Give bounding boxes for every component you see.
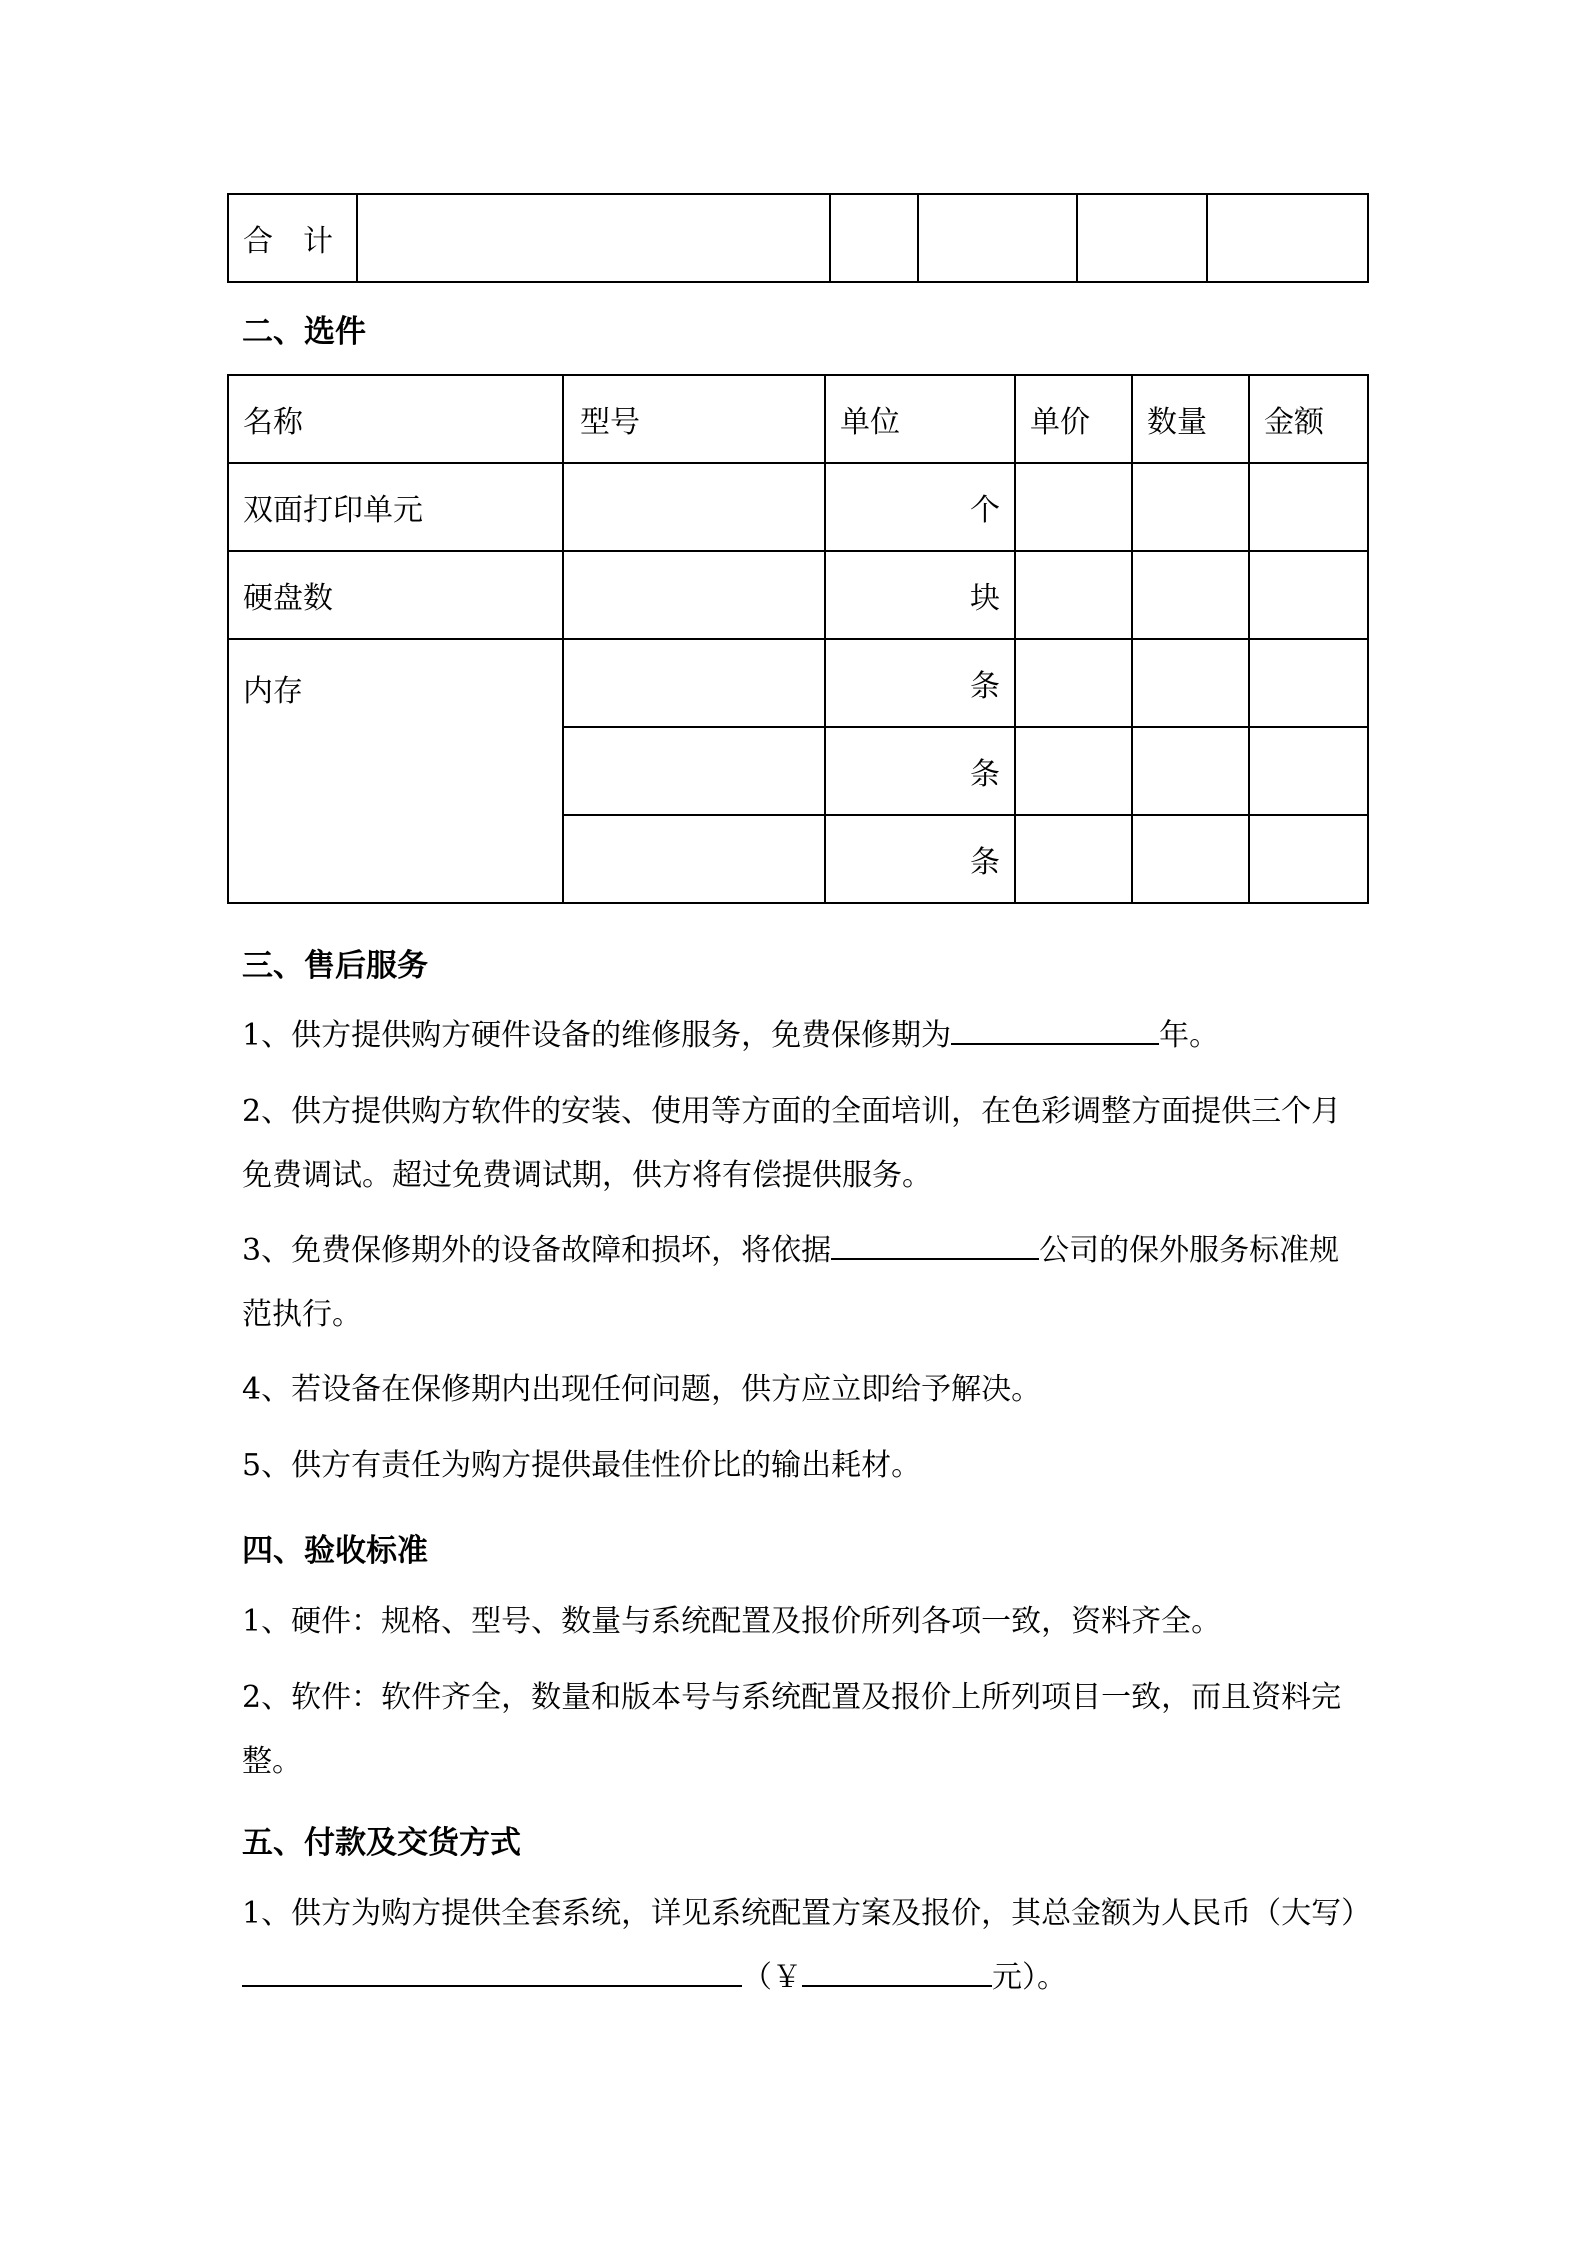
- section5-title: 五、付款及交货方式: [242, 1825, 521, 1861]
- unit-cell: 个: [825, 463, 1015, 551]
- amount-cell[interactable]: [1249, 551, 1368, 639]
- amount-in-figures-blank[interactable]: [802, 1951, 992, 1987]
- warranty-years-blank[interactable]: [951, 1009, 1159, 1045]
- total-row: [228, 194, 1368, 282]
- company-name-blank[interactable]: [831, 1224, 1039, 1260]
- section3-item1: [242, 1004, 1362, 1068]
- amount-cell[interactable]: [1249, 815, 1368, 903]
- table-header-row: [228, 375, 1368, 463]
- item1-text-before: 1、供方提供购方硬件设备的维修服务，免费保修期为: [242, 1018, 952, 1053]
- total-cell[interactable]: [918, 194, 1077, 282]
- amount-in-words-blank[interactable]: [242, 1951, 742, 1987]
- price-cell[interactable]: [1015, 639, 1132, 727]
- total-cell[interactable]: [1207, 194, 1368, 282]
- unit-cell: 条: [825, 639, 1015, 727]
- model-cell[interactable]: [563, 815, 825, 903]
- section4-title: 四、验收标准: [242, 1533, 428, 1569]
- amount-cell[interactable]: [1249, 727, 1368, 815]
- table-row: [228, 551, 1368, 639]
- section3-item5: 5、供方有责任为购方提供最佳性价比的输出耗材。: [242, 1448, 922, 1483]
- section3-item3: [242, 1219, 1362, 1347]
- header-name: 名称: [228, 375, 563, 463]
- section3-title: 三、售后服务: [242, 948, 428, 984]
- total-label: 合 计: [228, 194, 357, 282]
- total-cell[interactable]: [357, 194, 830, 282]
- section3-item4: 4、若设备在保修期内出现任何问题，供方应立即给予解决。: [242, 1372, 1042, 1407]
- quantity-cell[interactable]: [1132, 463, 1249, 551]
- price-cell[interactable]: [1015, 463, 1132, 551]
- row-name: 双面打印单元: [228, 463, 563, 551]
- quantity-cell[interactable]: [1132, 639, 1249, 727]
- quantity-cell[interactable]: [1132, 727, 1249, 815]
- item3-text-after: 公司的保外服务标准规范执行。: [242, 1233, 1340, 1332]
- unit-cell: 条: [825, 815, 1015, 903]
- row-name: 硬盘数: [228, 551, 563, 639]
- item-text-middle: （￥: [742, 1960, 802, 1995]
- section2-title: 二、选件: [242, 314, 366, 350]
- item-text-before: 1、供方为购方提供全套系统，详见系统配置方案及报价，其总金额为人民币（大写）: [242, 1896, 1372, 1931]
- model-cell[interactable]: [563, 463, 825, 551]
- total-table: [227, 193, 1369, 283]
- unit-cell: 条: [825, 727, 1015, 815]
- model-cell[interactable]: [563, 551, 825, 639]
- quantity-cell[interactable]: [1132, 815, 1249, 903]
- total-cell[interactable]: [830, 194, 918, 282]
- section3-item2: 2、供方提供购方软件的安装、使用等方面的全面培训，在色彩调整方面提供三个月免费调试。超过免费调试期，供方将有偿提供服务。: [242, 1094, 1342, 1193]
- model-cell[interactable]: [563, 639, 825, 727]
- table-row: [228, 463, 1368, 551]
- header-quantity: 数量: [1132, 375, 1249, 463]
- section5-item1: [242, 1882, 1372, 2010]
- section4-item1: 1、硬件：规格、型号、数量与系统配置及报价所列各项一致，资料齐全。: [242, 1604, 1222, 1639]
- model-cell[interactable]: [563, 727, 825, 815]
- amount-cell[interactable]: [1249, 639, 1368, 727]
- unit-cell: 块: [825, 551, 1015, 639]
- header-model: 型号: [563, 375, 825, 463]
- table-row: [228, 639, 1368, 727]
- price-cell[interactable]: [1015, 727, 1132, 815]
- price-cell[interactable]: [1015, 815, 1132, 903]
- item1-text-after: 年。: [1159, 1018, 1220, 1053]
- header-amount: 金额: [1249, 375, 1368, 463]
- quantity-cell[interactable]: [1132, 551, 1249, 639]
- item-text-after: 元）。: [992, 1960, 1067, 1995]
- row-name: 内存: [228, 639, 563, 903]
- total-cell[interactable]: [1077, 194, 1207, 282]
- options-table: [227, 374, 1369, 904]
- header-unit: 单位: [825, 375, 1015, 463]
- price-cell[interactable]: [1015, 551, 1132, 639]
- header-price: 单价: [1015, 375, 1132, 463]
- item3-text-before: 3、免费保修期外的设备故障和损坏，将依据: [242, 1233, 832, 1268]
- section4-item2: 2、软件：软件齐全，数量和版本号与系统配置及报价上所列项目一致，而且资料完整。: [242, 1680, 1342, 1779]
- amount-cell[interactable]: [1249, 463, 1368, 551]
